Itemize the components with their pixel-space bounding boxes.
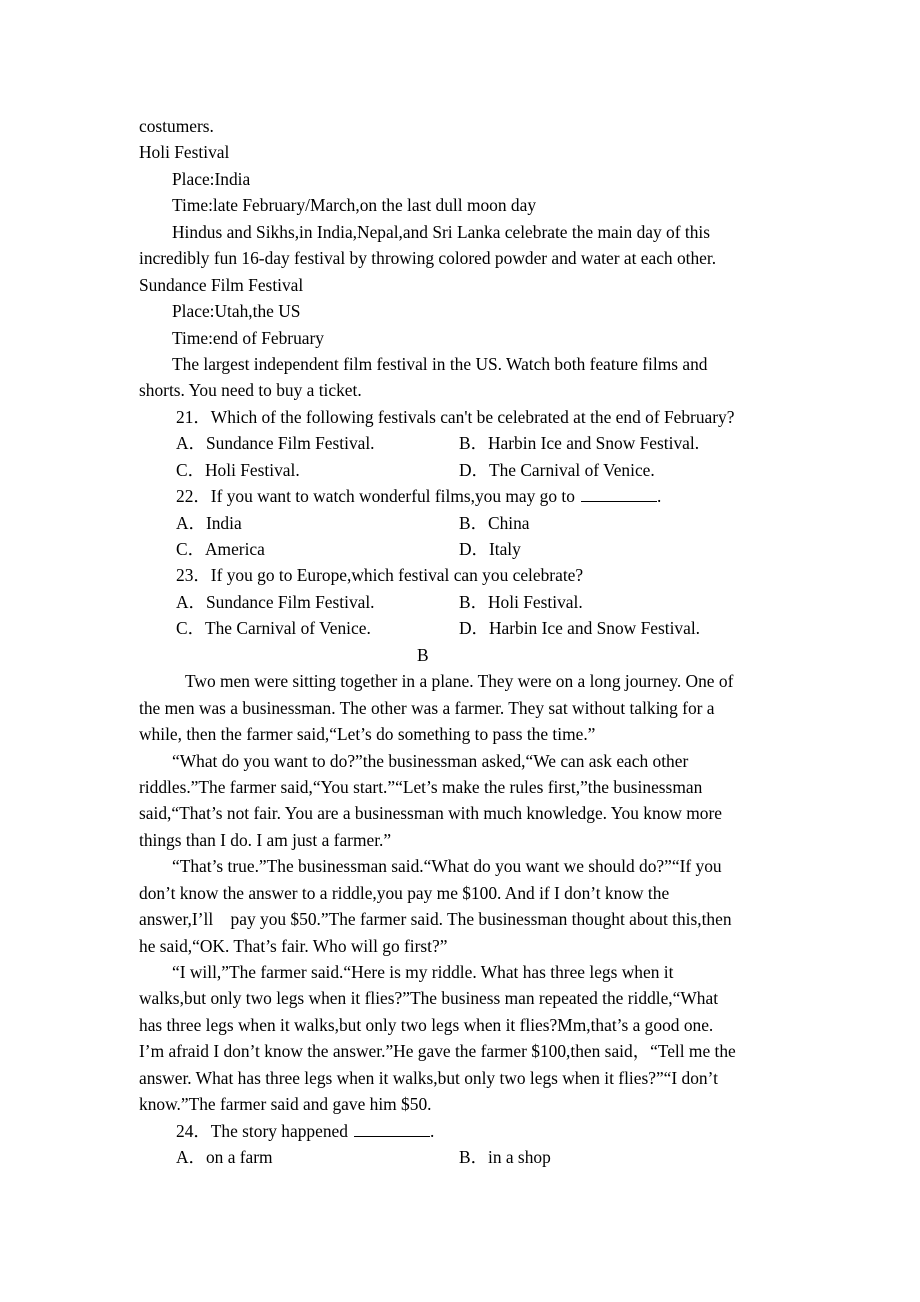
option-row [139,430,789,456]
text-line: riddles.”The farmer said,“You start.”“Let’s make the rules first,”the businessman [139,776,703,797]
question-stem [139,1118,789,1144]
text-line: said,“That’s not fair. You are a businessman with much knowledge. You know more [139,803,722,824]
question-stem [139,483,789,509]
option-a: A．Sundance Film Festival. [176,591,375,612]
text-line: “That’s true.”The businessman said.“What do you want we should do?”“If you [172,856,722,877]
option-b: B．Holi Festival. [459,591,583,612]
text-line: costumers. [139,116,214,136]
question-stem: 23．If you go to Europe,which festival can you celebrate? [176,565,584,586]
text-line: know.”The farmer said and gave him $50. [139,1094,432,1115]
answer-blank[interactable] [354,1118,430,1137]
text-line: don’t know the answer to a riddle,you pay me $100. And if I don’t know the [139,882,670,903]
text-line: Two men were sitting together in a plane. They were on a long journey. One of [185,671,734,692]
option-c: C．Holi Festival. [176,459,300,480]
document-page [139,113,789,1171]
option-b: B．in a shop [459,1147,551,1168]
answer-blank[interactable] [581,483,657,502]
text-line: Hindus and Sikhs,in India,Nepal,and Sri Lanka celebrate the main day of this [172,221,711,242]
text-line: Place:Utah,the US [172,301,301,322]
option-a: A．on a farm [176,1147,273,1168]
question-23 [139,562,789,641]
text-line: The largest independent film festival in the US. Watch both feature films and [172,353,708,374]
question-24 [139,1118,789,1171]
option-a: A．India [176,512,242,533]
option-row [139,589,789,615]
text-line: the men was a businessman. The other was a farmer. They sat without talking for a [139,697,715,718]
option-b: B．China [459,512,530,533]
question-stem-text: 24．The story happened [176,1120,348,1141]
question-stem-text: 22．If you want to watch wonderful films,you may go to [176,486,575,507]
text-line: walks,but only two legs when it flies?”The business man repeated the riddle,“What [139,988,719,1009]
story-passage [139,668,789,1117]
option-row [139,1144,789,1170]
option-row [139,510,789,536]
option-row [139,536,789,562]
option-c: C．The Carnival of Venice. [176,618,371,639]
option-b: B．Harbin Ice and Snow Festival. [459,433,700,454]
festival-passage [139,113,789,404]
question-stem: 21．Which of the following festivals can't be celebrated at the end of February? [176,406,735,427]
option-row [139,457,789,483]
text-line: answer. What has three legs when it walks,but only two legs when it flies?”“I don’t [139,1067,718,1088]
text-line: Time:late February/March,on the last dull moon day [172,195,537,216]
option-c: C．America [176,539,265,559]
text-line: I’m afraid I don’t know the answer.”He gave the farmer $100,then said，“Tell me the [139,1041,736,1062]
question-stem-end: . [656,486,662,507]
question-stem-end: . [429,1120,435,1141]
text-line: he said,“OK. That’s fair. Who will go first?” [139,935,448,956]
option-a: A．Sundance Film Festival. [176,433,375,454]
text-line: incredibly fun 16-day festival by throwing colored powder and water at each other. [139,248,717,269]
option-d: D．Harbin Ice and Snow Festival. [459,618,701,639]
text-line: answer,I’ll pay you $50.”The farmer said. The businessman thought about this,then [139,909,732,930]
option-d: D．The Carnival of Venice. [459,459,655,480]
text-line: Holi Festival [139,142,230,163]
option-row [139,615,789,641]
question-21 [139,404,789,483]
option-d: D．Italy [459,539,521,559]
text-line: shorts. You need to buy a ticket. [139,380,362,401]
text-line: has three legs when it walks,but only two legs when it flies?Mm,that’s a good one. [139,1014,714,1035]
text-line: things than I do. I am just a farmer.” [139,829,392,850]
text-line: “I will,”The farmer said.“Here is my riddle. What has three legs when it [172,962,674,982]
text-line: “What do you want to do?”the businessman asked,“We can ask each other [172,750,689,771]
text-line: Sundance Film Festival [139,274,304,295]
text-line: while, then the farmer said,“Let’s do something to pass the time.” [139,724,596,745]
text-line: Time:end of February [172,327,324,348]
section-heading: B [417,644,429,665]
text-line: Place:India [172,168,251,189]
question-22 [139,483,789,562]
